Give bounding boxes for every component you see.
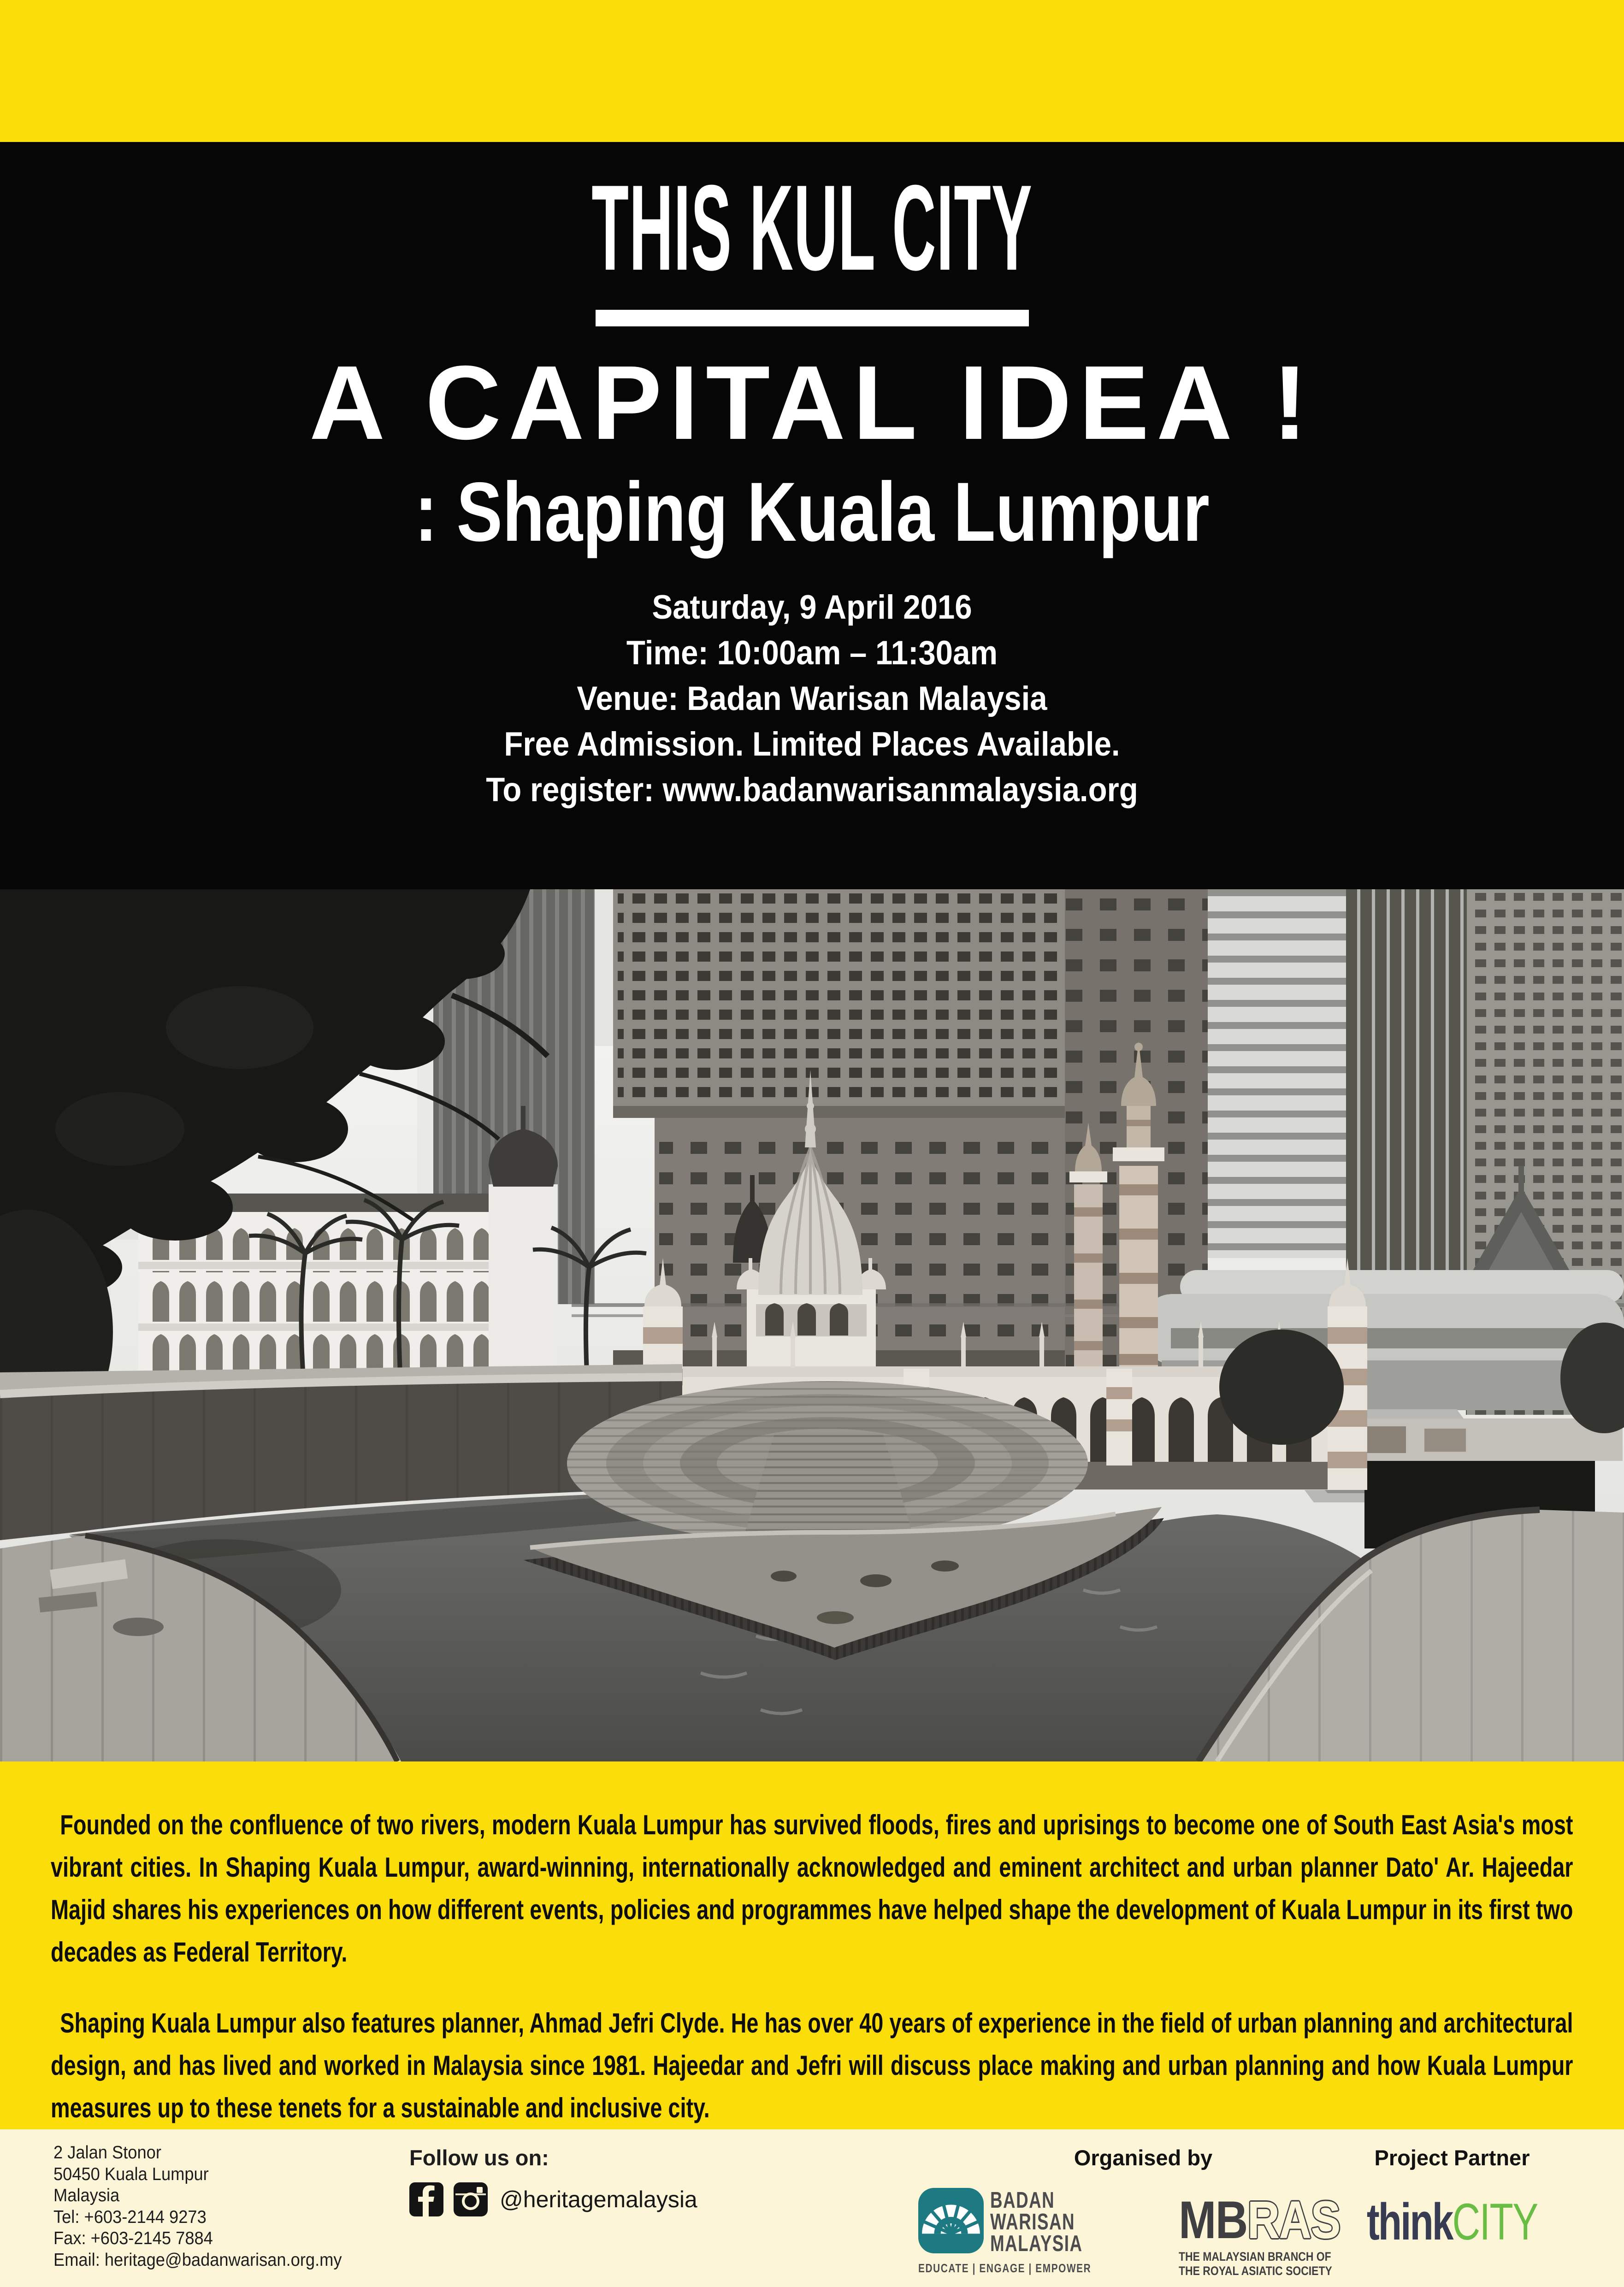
follow-block (409, 2145, 697, 2216)
top-yellow-band (0, 0, 1624, 142)
badan-word-3: MALAYSIA (990, 2231, 1083, 2256)
city-photo-illustration (0, 889, 1624, 1761)
address-email[interactable]: Email: heritage@badanwarisan.org.my (53, 2250, 342, 2270)
event-venue: Venue: Badan Warisan Malaysia (577, 680, 1047, 717)
address-block (53, 2142, 342, 2271)
brand-logo (0, 160, 1624, 295)
project-partner-label: Project Partner (1374, 2145, 1530, 2170)
event-subtitle: : Shaping Kuala Lumpur (414, 465, 1210, 559)
mbras-subline-2: THE ROYAL ASIATIC SOCIETY (1178, 2264, 1332, 2278)
event-details (65, 585, 1559, 813)
badan-warisan-fan-icon (918, 2188, 984, 2253)
badan-tagline: EDUCATE | ENGAGE | EMPOWER (918, 2261, 1091, 2275)
event-register-line (65, 767, 1559, 813)
city-photo (0, 889, 1624, 1761)
event-title: A CAPITAL IDEA ! (309, 344, 1315, 461)
organised-by-block (918, 2145, 1355, 2278)
thinkcity-logo (1366, 2193, 1538, 2251)
instagram-icon[interactable] (454, 2182, 488, 2216)
mbras-subline-1: THE MALAYSIAN BRANCH OF (1178, 2250, 1331, 2263)
badan-word-1: BADAN (990, 2188, 1055, 2213)
thinkcity-city: CITY (1452, 2193, 1538, 2251)
event-time: Time: 10:00am – 11:30am (626, 634, 998, 672)
address-line: 2 Jalan Stonor (53, 2143, 161, 2163)
registration-url[interactable]: www.badanwarisanmalaysia.org (662, 771, 1138, 809)
poster-footer (0, 2129, 1624, 2287)
mbras-mb: MB (1178, 2191, 1247, 2250)
social-handle[interactable]: @heritagemalaysia (500, 2187, 697, 2212)
facebook-icon[interactable] (409, 2182, 443, 2216)
brand-logo-text: THIS KUL CITY (591, 160, 1033, 295)
badan-warisan-logo (918, 2188, 1134, 2275)
register-label: To register: (486, 771, 654, 809)
project-partner-block (1332, 2145, 1572, 2251)
description-section (0, 1761, 1624, 2129)
address-line: 50450 Kuala Lumpur (53, 2164, 209, 2184)
mbras-ras: RAS (1247, 2191, 1340, 2250)
follow-label: Follow us on: (409, 2145, 549, 2170)
description-paragraph-2: Shaping Kuala Lumpur also features planner, Ahmad Jefri Clyde. He has over 40 years of experience in the field of urban planning and architectural design, and has lived and worked in Malaysia since 1981. Hajeedar and Jefri will discuss place making and urban planning and how Kuala Lumpur measures up to these tenets for a sustainable and inclusive city. (51, 2008, 1573, 2123)
badan-word-2: WARISAN (990, 2210, 1075, 2234)
thinkcity-think: think (1366, 2193, 1453, 2251)
address-fax: Fax: +603-2145 7884 (53, 2228, 213, 2248)
photo-dark-spire-finial (750, 1175, 755, 1203)
event-admission: Free Admission. Limited Places Available. (504, 726, 1120, 763)
poster-header (0, 142, 1624, 889)
organised-by-label: Organised by (1074, 2145, 1213, 2170)
address-phone: Tel: +603-2144 9273 (53, 2207, 207, 2227)
description-paragraph-1: Founded on the confluence of two rivers, modern Kuala Lumpur has survived floods, fires and uprisings to become one of South East Asia's most vibrant cities. In Shaping Kuala Lumpur, award-winning, internationally acknowledged and eminent architect and urban planner Dato' Ar. Hajeedar Majid shares his experiences on how different events, policies and programmes have helped shape the development of Kuala Lumpur in its first two decades as Federal Territory. (51, 1809, 1573, 1968)
address-line: Malaysia (53, 2186, 120, 2205)
event-date: Saturday, 9 April 2016 (652, 589, 972, 626)
logo-underline-rule (596, 310, 1029, 326)
